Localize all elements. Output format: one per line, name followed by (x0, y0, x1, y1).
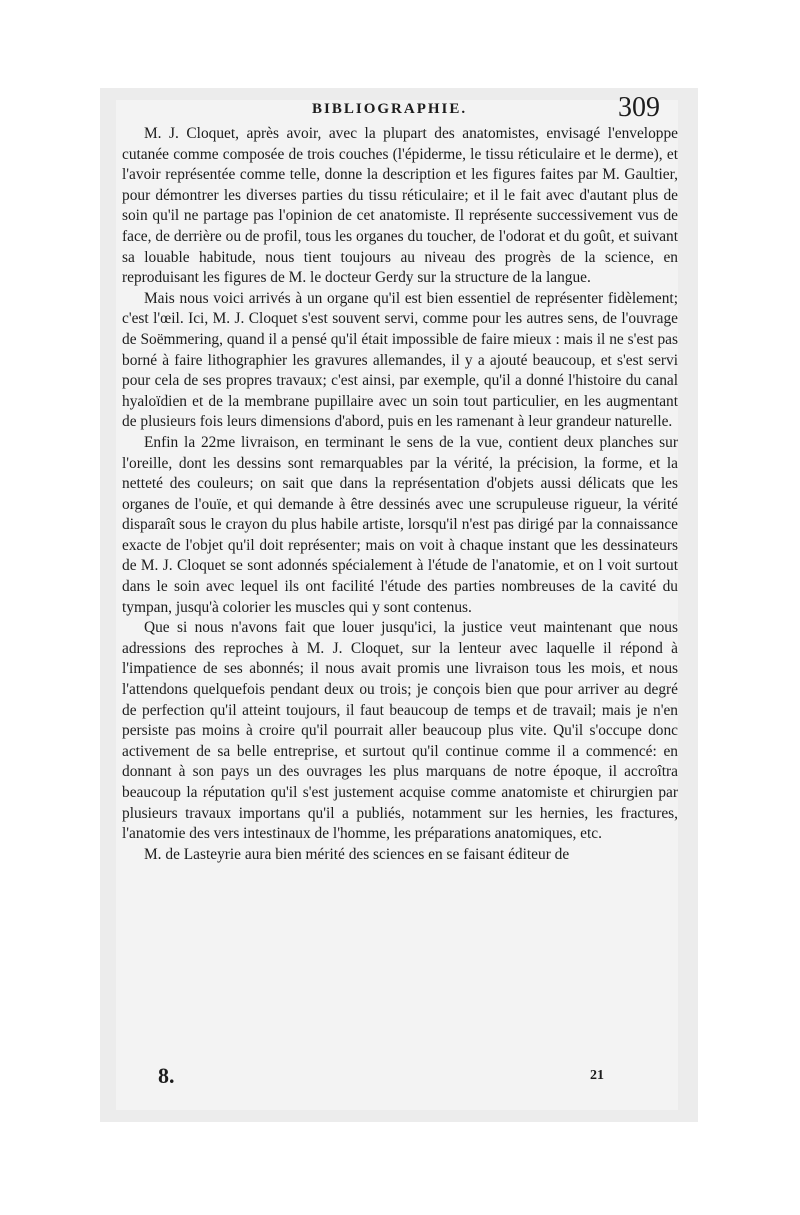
paragraph: M. J. Cloquet, après avoir, avec la plupart des anatomistes, envisagé l'enveloppe cutanée comme composée de trois couches (l'épiderme, le tissu réticulaire et le derme), et l'avoir représentée comme telle, donne la description et les figures faites par M. Gaultier, pour démontrer les diverses parties du tissu réticulaire; et il le fait avec d'autant plus de soin qu'il ne partage pas l'opinion de cet anatomiste. Il représente successivement vus de face, de derrière ou de profil, tous les organes du toucher, de l'odorat et du goût, et suivant sa louable habitude, nous tient toujours au niveau des progrès de la science, en reproduisant les figures de M. le docteur Gerdy sur la structure de la langue. (122, 125, 678, 287)
running-title: BIBLIOGRAPHIE. (312, 101, 468, 117)
page-number: 309 (618, 92, 660, 123)
signature-mark: 8. (158, 1063, 175, 1088)
paragraph: Mais nous voici arrivés à un organe qu'il est bien essentiel de représenter fidèlement; c'est l'œil. Ici, M. J. Cloquet s'est souvent servi, comme pour les autres sens, de l'ouvrage de Soëmmering, quand il a pensé qu'il était impossible de faire mieux : mais il ne s'est pas borné à faire lithographier les gravures allemandes, il y a ajouté beaucoup, et s'est servi pour cela de ses propres travaux; c'est ainsi, par exemple, qu'il a donné l'histoire du canal hyaloïdien et de la membrane pupillaire avec un soin tout particulier, en les augmentant de plusieurs fois leurs dimensions d'abord, puis en les ramenant à leur grandeur naturelle. (122, 289, 678, 431)
paragraph: Que si nous n'avons fait que louer jusqu'ici, la justice veut maintenant que nous adressions des reproches à M. J. Cloquet, sur la lenteur avec laquelle il répond à l'impatience de ses abonnés; il nous avait promis une livraison tous les mois, et nous l'attendons quelquefois pendant deux ou trois; je conçois bien que pour arriver au degré de perfection qu'il atteint toujours, il faut beaucoup de temps et de travail; mais je n'en persiste pas moins à croire qu'il pourrait aller beaucoup plus vite. Qu'il s'occupe donc activement de sa belle entreprise, et surtout qu'il continue comme il a commencé: en donnant à son pays un des ouvrages les plus marquans de notre époque, il accroîtra beaucoup la réputation qu'il s'est justement acquise comme anatomiste et chirurgien par plusieurs travaux importans qu'il a publiés, notamment sur les hernies, les fractures, l'anatomie des vers intestinaux de l'homme, les préparations anatomiques, etc. (122, 619, 678, 843)
paragraph: M. de Lasteyrie aura bien mérité des sciences en se faisant éditeur de (144, 845, 570, 863)
sheet-number: 21 (590, 1068, 604, 1083)
paragraph: Enfin la 22me livraison, en terminant le sens de la vue, contient deux planches sur l'oreille, dont les dessins sont remarquables par la vérité, la précision, la forme, et la netteté des couleurs; on sait que dans la représentation d'objets aussi délicats que les organes de l'ouïe, et qui demande à être dessinés avec une scrupuleuse rigueur, la vérité disparaît sous le crayon du plus habile artiste, lorsqu'il n'est pas dirigé par la connaissance exacte de l'objet qu'il doit représenter; mais on voit à chaque instant que les dessinateurs de M. J. Cloquet se sont adonnés spécialement à l'étude de l'anatomie, et on l voit surtout dans le soin avec lequel ils ont facilité l'étude des parties nombreuses de la cavité du tympan, jusqu'à colorier les muscles qui y sont contenus. (122, 433, 678, 616)
body-text (122, 124, 678, 865)
